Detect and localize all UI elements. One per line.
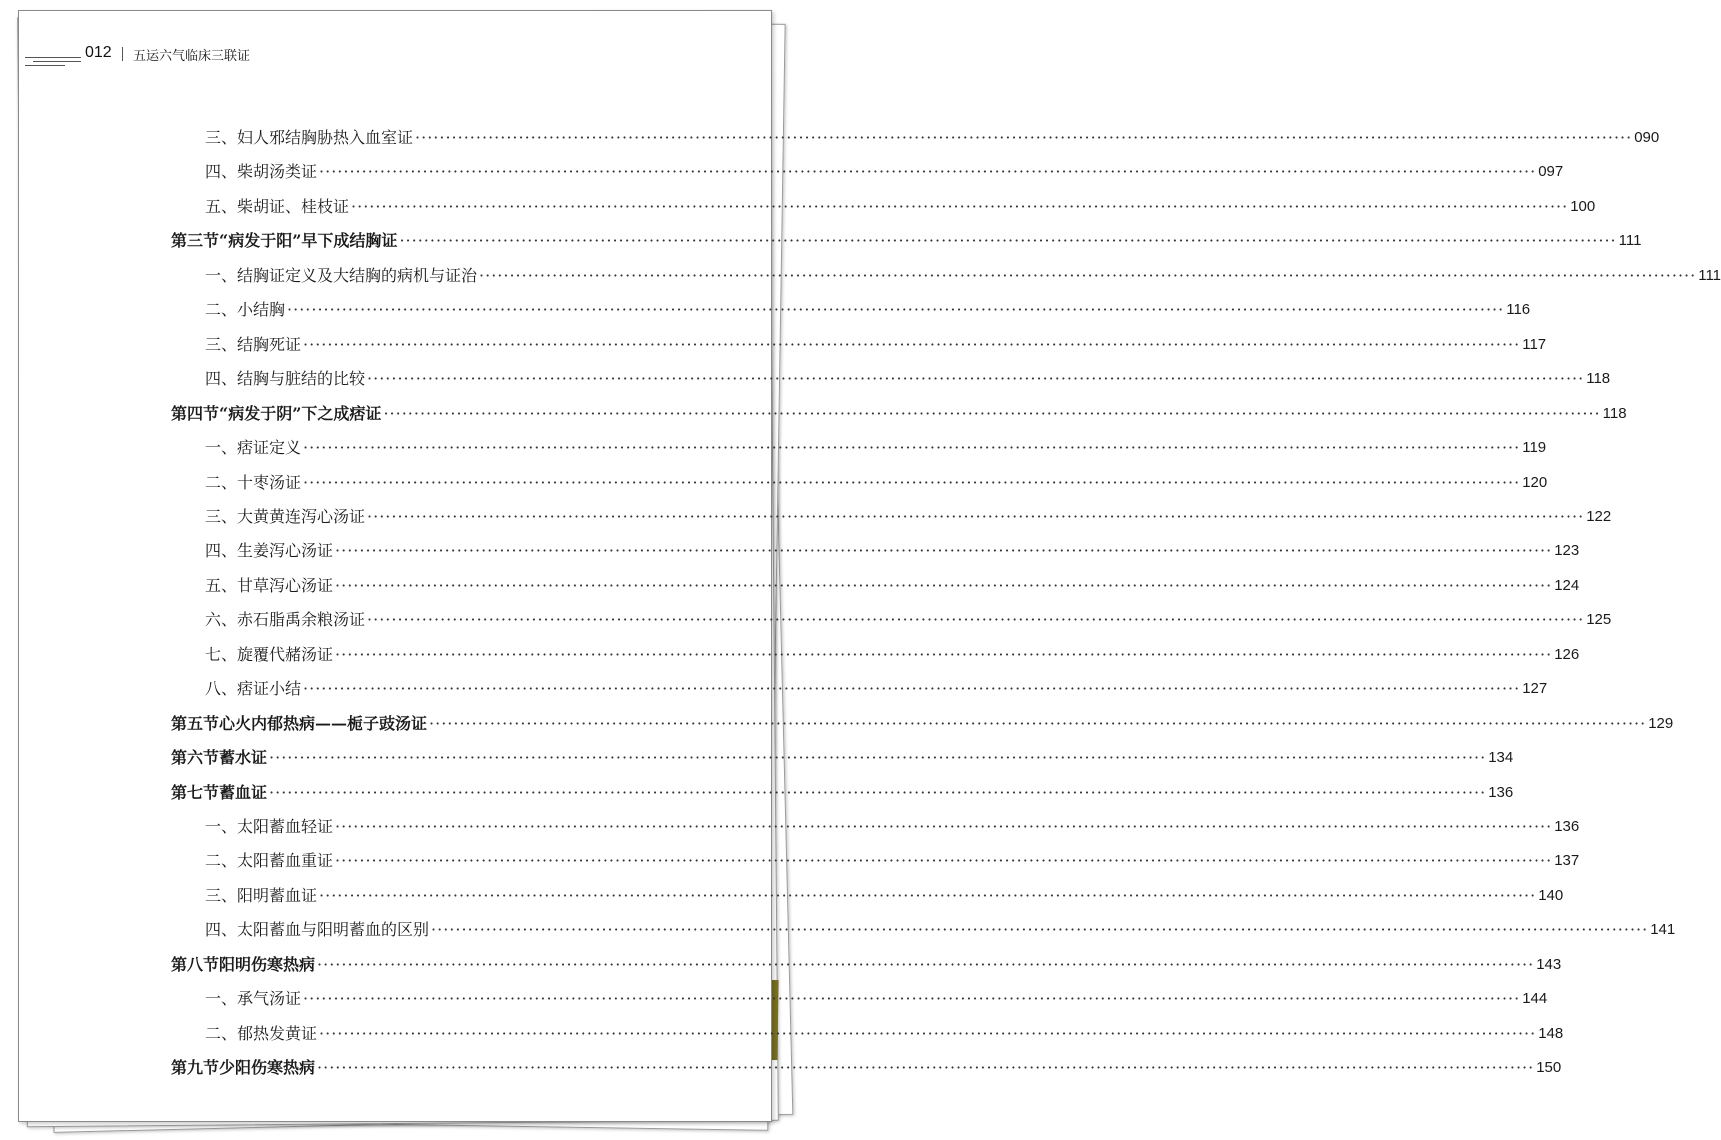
- toc-entry-title: 承气汤证: [237, 989, 302, 1009]
- toc-entry-number: 一、: [205, 438, 238, 458]
- toc-entry-number: 七、: [205, 644, 238, 664]
- toc-page-number: 117: [1522, 335, 1547, 353]
- toc-page-number: 118: [1602, 404, 1627, 422]
- toc-entry-number: 三、: [205, 506, 238, 526]
- header-divider: [122, 47, 123, 61]
- toc-page-number: 143: [1536, 955, 1562, 973]
- toc-dot-leader: ········································································································································································································: [269, 782, 1487, 802]
- toc-entry-title: 结胸死证: [237, 334, 302, 354]
- toc-entry-title: 旋覆代赭汤证: [237, 644, 334, 664]
- toc-page-number: 129: [1648, 714, 1674, 732]
- toc-entry-title: “病发于阴”下之成痞证: [219, 403, 382, 423]
- toc-entry-title: 蓄血证: [219, 782, 268, 802]
- toc-entry-title: 阳明蓄血证: [237, 885, 318, 905]
- toc-entry-title: 赤石脂禹余粮汤证: [237, 610, 366, 630]
- toc-dot-leader: ········································································································································································································: [317, 1058, 1535, 1078]
- toc-entry-number: 一、: [205, 265, 238, 285]
- toc-dot-leader: ········································································································································································································: [303, 334, 1521, 354]
- toc-section-entry[interactable]: [171, 778, 1514, 804]
- toc-dot-leader: ········································································································································································································: [335, 575, 1553, 595]
- toc-entry-title: 大黄黄连泻心汤证: [237, 506, 366, 526]
- toc-entry-title: 心火内郁热病——栀子豉汤证: [219, 713, 428, 733]
- toc-entry-number: 三、: [205, 128, 238, 147]
- toc-entry-title: 小结胸: [237, 300, 286, 320]
- toc-entry-number: 五、: [205, 196, 238, 216]
- book-page: [18, 10, 1721, 1122]
- toc-entry-number: 第七节: [171, 782, 220, 802]
- toc-entry-number: 二、: [205, 1023, 238, 1043]
- toc-dot-leader: ········································································································································································································: [317, 954, 1535, 974]
- toc-subsection-entry[interactable]: [205, 192, 1596, 218]
- toc-subsection-entry[interactable]: [205, 433, 1547, 459]
- toc-entry-title: 妇人邪结胸胁热入血室证: [237, 128, 414, 147]
- toc-dot-leader: ········································································································································································································: [383, 403, 1601, 423]
- toc-entry-number: 四、: [205, 920, 238, 940]
- toc-page-number: 097: [1538, 163, 1564, 181]
- toc-entry-title: 郁热发黄证: [237, 1023, 318, 1043]
- toc-page-number: 140: [1538, 886, 1564, 904]
- toc-section-entry[interactable]: [171, 743, 1514, 769]
- toc-dot-leader: ········································································································································································································: [399, 231, 1617, 251]
- toc-entry-number: 一、: [205, 817, 238, 836]
- toc-section-entry[interactable]: [171, 1053, 1562, 1079]
- toc-dot-leader: ········································································································································································································: [303, 989, 1521, 1009]
- toc-subsection-entry[interactable]: [205, 640, 1580, 666]
- toc-dot-leader: ········································································································································································································: [319, 162, 1537, 182]
- toc-dot-leader: ········································································································································································································: [287, 300, 1505, 320]
- toc-subsection-entry[interactable]: [205, 295, 1531, 321]
- toc-page-number: 116: [1506, 301, 1531, 319]
- toc-entry-title: “病发于阳”早下成结胸证: [219, 231, 398, 251]
- toc-dot-leader: ········································································································································································································: [335, 851, 1553, 871]
- toc-dot-leader: ········································································································································································································: [367, 369, 1585, 389]
- toc-section-entry[interactable]: [171, 950, 1562, 976]
- toc-subsection-entry[interactable]: [205, 468, 1548, 494]
- toc-subsection-entry[interactable]: [205, 502, 1612, 528]
- toc-page-number: 137: [1554, 852, 1580, 870]
- toc-dot-leader: ········································································································································································································: [431, 920, 1649, 940]
- toc-entry-number: 第四节: [171, 403, 220, 423]
- toc-section-entry[interactable]: [171, 709, 1674, 735]
- page-header: [19, 11, 771, 81]
- toc-dot-leader: ········································································································································································································: [351, 196, 1569, 216]
- toc-page-number: 136: [1488, 783, 1514, 801]
- toc-entry-number: 三、: [205, 885, 238, 905]
- toc-subsection-entry[interactable]: [205, 984, 1548, 1010]
- page-number: 012: [85, 44, 112, 61]
- toc-subsection-entry[interactable]: [205, 571, 1580, 597]
- header-ornament-icon: [25, 55, 81, 69]
- toc-page-number: 134: [1488, 749, 1514, 767]
- toc-page-number: 148: [1538, 1024, 1564, 1042]
- toc-dot-leader: ········································································································································································································: [303, 472, 1521, 492]
- toc-page-number: 123: [1554, 542, 1580, 560]
- toc-section-entry[interactable]: [171, 226, 1642, 252]
- toc-entry-title: 柴胡证、桂枝证: [237, 196, 350, 216]
- toc-entry-number: 第九节: [171, 1058, 220, 1078]
- toc-dot-leader: ········································································································································································································: [335, 644, 1553, 664]
- toc-subsection-entry[interactable]: [205, 812, 1580, 838]
- toc-dot-leader: ········································································································································································································: [303, 438, 1521, 458]
- toc-entry-title: 柴胡汤类证: [237, 162, 318, 182]
- toc-entry-title: 蓄水证: [219, 748, 268, 768]
- toc-page-number: 090: [1634, 129, 1660, 146]
- toc-dot-leader: ········································································································································································································: [335, 817, 1553, 836]
- toc-page-number: 111: [1618, 232, 1642, 250]
- toc-entry-number: 四、: [205, 369, 238, 389]
- toc-entry-number: 二、: [205, 851, 238, 871]
- toc-entry-title: 痞证小结: [237, 679, 302, 699]
- toc-dot-leader: ········································································································································································································: [319, 885, 1537, 905]
- toc-entry-title: 结胸与脏结的比较: [237, 369, 366, 389]
- toc-page-number: 118: [1586, 370, 1611, 388]
- toc-entry-number: 四、: [205, 541, 238, 561]
- toc-entry-number: 六、: [205, 610, 238, 630]
- toc-entry-number: 二、: [205, 300, 238, 320]
- toc-entry-number: 第六节: [171, 748, 220, 768]
- toc-entry-title: 太阳蓄血轻证: [237, 817, 334, 836]
- toc-entry-title: 太阳蓄血重证: [237, 851, 334, 871]
- toc-entry-title: 痞证定义: [237, 438, 302, 458]
- toc-entry-number: 五、: [205, 575, 238, 595]
- toc-entry-number: 第五节: [171, 713, 220, 733]
- toc-entry-number: 二、: [205, 472, 238, 492]
- toc-dot-leader: ········································································································································································································: [303, 679, 1521, 699]
- toc-dot-leader: ········································································································································································································: [367, 610, 1585, 630]
- toc-entry-number: 八、: [205, 679, 238, 699]
- toc-entry-title: 生姜泻心汤证: [237, 541, 334, 561]
- toc-entry-number: 三、: [205, 334, 238, 354]
- toc-entry-title: 少阳伤寒热病: [219, 1058, 316, 1078]
- toc-page-number: 119: [1522, 439, 1547, 457]
- toc-subsection-entry[interactable]: [205, 364, 1611, 390]
- toc-dot-leader: ········································································································································································································: [367, 506, 1585, 526]
- toc-dot-leader: ········································································································································································································: [415, 128, 1633, 147]
- toc-subsection-entry[interactable]: [205, 330, 1547, 356]
- toc-dot-leader: ········································································································································································································: [479, 265, 1697, 285]
- toc-entry-title: 甘草泻心汤证: [237, 575, 334, 595]
- toc-page-number: 122: [1586, 507, 1612, 525]
- toc-section-entry[interactable]: [171, 399, 1627, 425]
- toc-subsection-entry[interactable]: [205, 536, 1580, 562]
- toc-entry-title: 阳明伤寒热病: [219, 954, 316, 974]
- toc-entry-title: 结胸证定义及大结胸的病机与证治: [237, 265, 478, 285]
- toc-entry-number: 第八节: [171, 954, 220, 974]
- toc-subsection-entry[interactable]: [205, 915, 1676, 941]
- toc-page-number: 127: [1522, 680, 1548, 698]
- toc-entry-number: 四、: [205, 162, 238, 182]
- toc-subsection-entry[interactable]: [205, 846, 1580, 872]
- toc-page-number: 120: [1522, 473, 1548, 491]
- toc-dot-leader: ········································································································································································································: [429, 713, 1647, 733]
- toc-page-number: 100: [1570, 197, 1596, 215]
- toc-entry-number: 一、: [205, 989, 238, 1009]
- toc-subsection-entry[interactable]: [205, 261, 1721, 287]
- toc-page-number: 111: [1698, 266, 1721, 284]
- toc-subsection-entry[interactable]: [205, 123, 1660, 149]
- toc-subsection-entry[interactable]: [205, 605, 1612, 631]
- toc-dot-leader: ········································································································································································································: [269, 748, 1487, 768]
- toc-page-number: 136: [1554, 818, 1580, 835]
- toc-entry-number: 第三节: [171, 231, 220, 251]
- toc-page-number: 150: [1536, 1059, 1562, 1077]
- toc-dot-leader: ········································································································································································································: [335, 541, 1553, 561]
- toc-page-number: 124: [1554, 576, 1580, 594]
- toc-entry-title: 十枣汤证: [237, 472, 302, 492]
- toc-page-number: 125: [1586, 611, 1612, 629]
- toc-subsection-entry[interactable]: [205, 674, 1548, 700]
- toc-page-number: 141: [1650, 921, 1676, 939]
- toc-page-number: 126: [1554, 645, 1580, 663]
- toc-subsection-entry[interactable]: [205, 1019, 1564, 1045]
- toc-page-number: 144: [1522, 990, 1548, 1008]
- toc-entry-title: 太阳蓄血与阳明蓄血的区别: [237, 920, 430, 940]
- book-title: 五运六气临床三联证: [133, 49, 251, 64]
- toc-subsection-entry[interactable]: [205, 881, 1564, 907]
- toc-dot-leader: ········································································································································································································: [319, 1023, 1537, 1043]
- toc-subsection-entry[interactable]: [205, 157, 1564, 183]
